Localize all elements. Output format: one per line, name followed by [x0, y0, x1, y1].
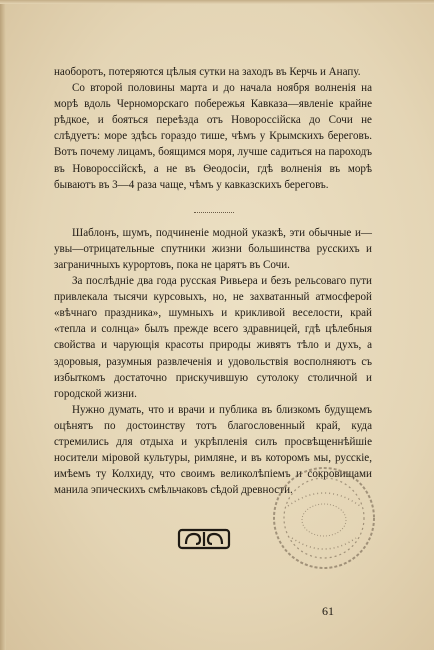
- paragraph-colchis: Нужно думать, что и врачи и публика въ близкомъ будущемъ оцѣнятъ по достоинству тотъ благословенный край, куда стремились для отдыха и укрѣпленія силъ просвѣщеннѣйшіе носители міровой культуры, римляне, и въ которомъ мы, русскіе, имѣемъ ту Колхиду, что своимъ великолѣпіемъ и сокровищами манила эпическихъ смѣльчаковъ сѣдой древности.: [54, 403, 372, 497]
- body-text: [54, 64, 372, 498]
- paragraph-sea-waves: Со второй половины марта и до начала ноября волненія на морѣ вдоль Черноморскаго побережья Кавказа—явленіе крайне рѣдкое, и бояться переѣзда отъ Новороссійска до Сочи не слѣдуетъ: море здѣсь гораздо тише, чѣмъ у Крымскихъ береговъ. Вотъ почему лицамъ, боящимся моря, лучше садиться на пароходъ въ Новороссійскѣ, а не въ Ѳеодосіи, гдѣ волненія въ морѣ бываютъ въ 3—4 раза чаще, чѣмъ у кавказскихъ береговъ.: [54, 82, 372, 191]
- page-left-edge: [0, 0, 6, 650]
- page-top-edge: [0, 0, 434, 4]
- paragraph-continuation: наоборотъ, потеряются цѣлыя сутки на заходъ въ Керчь и Анапу.: [54, 66, 361, 78]
- page-number: 61: [322, 604, 334, 618]
- library-stamp: [268, 462, 380, 574]
- paragraph-russian-riviera: За послѣдніе два года русская Ривьера и безъ рельсоваго пути привлекала тысячи курсовыхъ, но, не захватанный атмосферой «вѣчнаго праздника», шумныхъ и крикливой веселости, край «тепла и солнца» былъ прежде всего здравницей, гдѣ цѣлебныя свойства и чарующія красоты природы живятъ тѣло и духъ, а здоровыя, разумныя развлеченія и удовольствія восполняютъ съ избыткомъ достаточно прискучившую сутолоку столичной и городской жизни.: [54, 275, 372, 400]
- section-separator: [194, 212, 234, 215]
- decorative-ornament: [176, 526, 232, 552]
- paragraph-template-noise: Шаблонъ, шумъ, подчиненіе модной указкѣ, эти обычные и—увы—отрицательные спутники жизни большинства русскихъ и заграничныхъ курортовъ, пока не царятъ въ Сочи.: [54, 226, 372, 271]
